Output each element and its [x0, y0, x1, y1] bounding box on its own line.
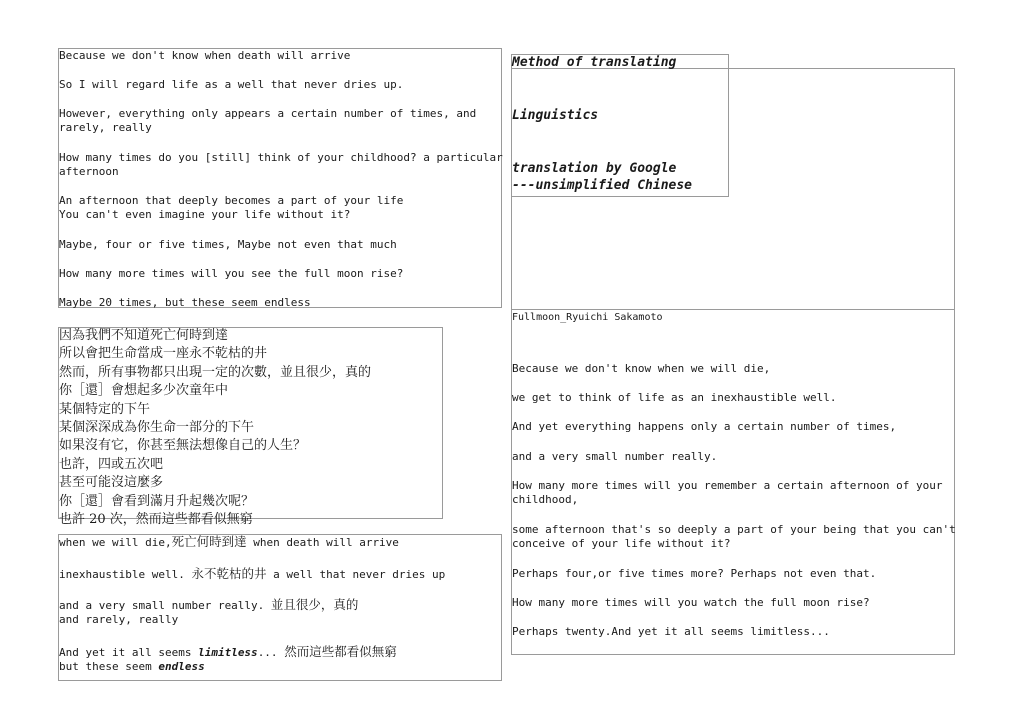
cn-line-7: 如果沒有它，你甚至無法想像自己的人生？	[59, 438, 307, 454]
comparison-cn: 然而這些都看似無窮	[284, 644, 397, 659]
song-title: Fullmoon_Ryuichi Sakamoto	[512, 312, 663, 323]
comparison-cn: 並且很少，真的	[270, 597, 359, 612]
comparison-en: a well that never dries up	[266, 568, 446, 581]
comparison-en: inexhaustible well.	[59, 568, 192, 581]
en-line-8: Maybe 20 times, but these seem endless	[59, 296, 311, 309]
chinese-translation	[59, 327, 443, 529]
en-line-1: Because we don't know when death will arrive	[59, 49, 351, 62]
comparison-en: And yet it all seems	[59, 646, 199, 659]
comparison-en: and rarely, really	[59, 613, 179, 626]
en-line-2: So I will regard life as a well that never dries up.	[59, 78, 404, 91]
cn-line-6: 某個深深成為你生命一部分的下午	[59, 420, 255, 436]
en-line-5: An afternoon that deeply becomes a part of your life You can't even imagine your life without it?	[59, 194, 404, 221]
comparison-en: ...	[257, 646, 285, 659]
orig-line-1: Because we don't know when we will die,	[512, 362, 771, 375]
cn-line-2: 所以會把生命當成一座永不乾枯的井	[59, 346, 268, 362]
comparison-emphasis: endless	[158, 660, 205, 673]
comparison-row-2	[59, 567, 503, 582]
orig-line-9: Perhaps twenty.And yet it all seems limitless...	[512, 625, 830, 638]
orig-line-7: Perhaps four,or five times more? Perhaps not even that.	[512, 567, 877, 580]
comparison-en: when death will arrive	[246, 536, 399, 549]
en-line-3: However, everything only appears a certain number of times, and rarely, really	[59, 107, 483, 134]
orig-line-6: some afternoon that's so deeply a part of your being that you can't conceive of your life without it?	[512, 523, 963, 550]
orig-line-2: we get to think of life as an inexhaustible well.	[512, 391, 837, 404]
method-subtitle: Linguistics	[512, 108, 599, 123]
orig-line-3: And yet everything happens only a certain number of times,	[512, 420, 897, 433]
cn-line-4: 你［還］會想起多少次童年中	[59, 383, 229, 399]
comparison-emphasis: limitless	[198, 646, 258, 659]
comparison-cn: 死亡何時到達	[171, 534, 247, 549]
comparison-en: when we will die,	[59, 536, 172, 549]
en-line-7: How many more times will you see the full moon rise?	[59, 267, 404, 280]
cn-line-8: 也許，四或五次吧	[59, 456, 164, 472]
cn-line-11: 也許 20 次，然而這些都看似無窮	[59, 512, 253, 528]
cn-line-1: 因為我們不知道死亡何時到達	[59, 328, 229, 343]
method-note-1: translation by Google	[512, 161, 677, 176]
en-line-4: How many times do you [still] think of your childhood? a particular afternoon	[59, 151, 510, 178]
cn-line-9: 甚至可能沒這麼多	[59, 475, 164, 491]
cn-line-5: 某個特定的下午	[59, 401, 151, 417]
cn-line-3: 然而，所有事物都只出現一定的次數，並且很少，真的	[59, 364, 372, 380]
en-line-6: Maybe, four or five times, Maybe not even that much	[59, 238, 397, 251]
comparison-en: and a very small number really.	[59, 599, 271, 612]
comparison-row-4	[59, 645, 503, 674]
orig-line-8: How many more times will you watch the full moon rise?	[512, 596, 870, 609]
comparison-cn: 永不乾枯的井	[191, 566, 267, 581]
orig-line-5: How many more times will you remember a certain afternoon of your childhood,	[512, 479, 950, 506]
comparison-row-3	[59, 598, 503, 627]
orig-line-4: and a very small number really.	[512, 450, 718, 463]
method-note-2: ---unsimplified Chinese	[512, 178, 693, 193]
method-title: Method of translating	[512, 55, 677, 70]
cn-line-10: 你［還］會看到滿月升起幾次呢？	[59, 493, 255, 509]
comparison-row-1	[59, 535, 503, 550]
comparison-en: but these seem	[59, 660, 159, 673]
